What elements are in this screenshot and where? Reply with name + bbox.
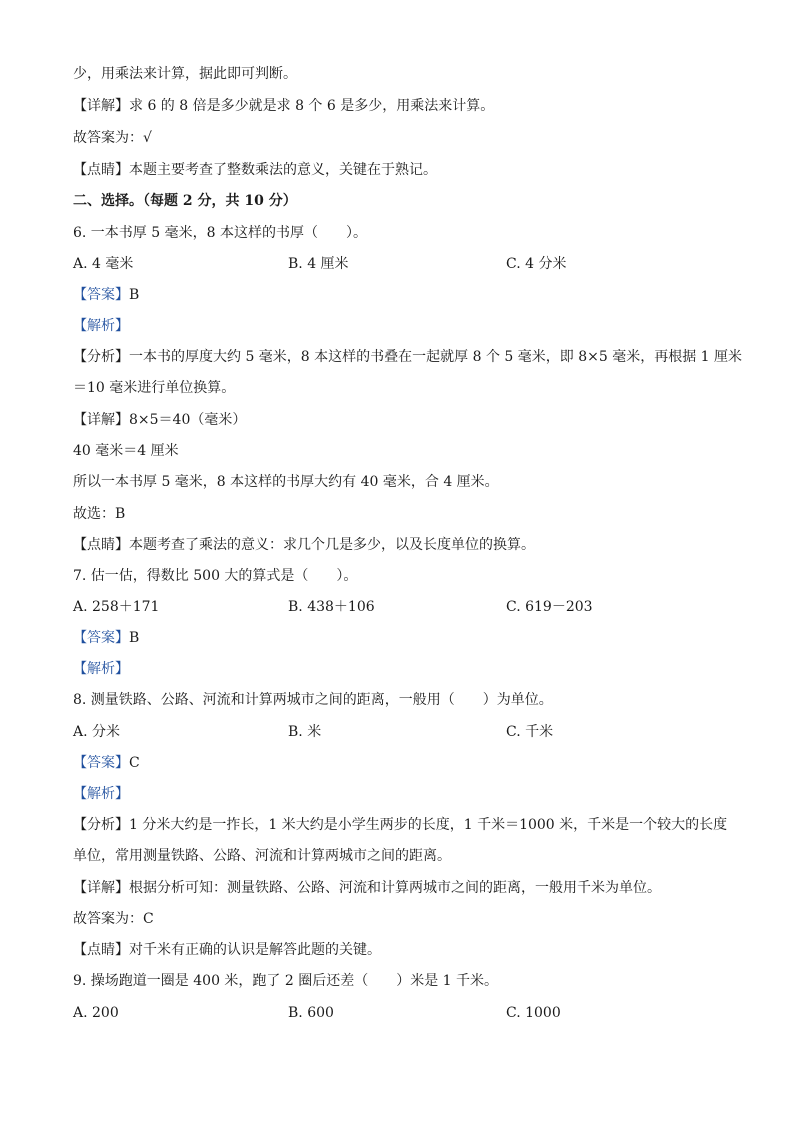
- q8-detail: 【详解】根据分析可知：测量铁路、公路、河流和计算两城市之间的距离，一般用千米为单位。: [73, 880, 661, 896]
- q6-comment: 【点睛】本题考查了乘法的意义：求几个几是多少，以及长度单位的换算。: [73, 537, 535, 553]
- q6-answer: 【答案】B: [73, 287, 140, 303]
- q8-analysis-line2: 单位，常用测量铁路、公路、河流和计算两城市之间的距离。: [73, 848, 451, 864]
- q6-option-b: B. 4 厘米: [288, 256, 349, 272]
- q8-option-b: B. 米: [288, 724, 322, 740]
- q9-option-a: A. 200: [73, 1005, 119, 1021]
- q7-option-b: B. 438＋106: [288, 599, 375, 615]
- q7-option-a: A. 258＋171: [73, 599, 160, 615]
- question-7: 7. 估一估，得数比 500 大的算式是（ ）。: [73, 568, 358, 584]
- q8-option-a: A. 分米: [73, 724, 121, 740]
- q6-detail: 【详解】8×5＝40（毫米）: [73, 412, 247, 428]
- detail-label: 【详解】: [73, 98, 129, 114]
- q6-detail-line3: 所以一本书厚 5 毫米，8 本这样的书厚大约有 40 毫米，合 4 厘米。: [73, 474, 499, 490]
- answer-line: 故答案为：√: [73, 130, 152, 146]
- q7-analysis-heading: 【解析】: [73, 661, 129, 677]
- question-9: 9. 操场跑道一圈是 400 米，跑了 2 圈后还差（ ）米是 1 千米。: [73, 973, 499, 989]
- q8-answer-text: 故答案为：C: [73, 911, 154, 927]
- q8-analysis-heading: 【解析】: [73, 786, 129, 802]
- q8-answer: 【答案】C: [73, 755, 140, 771]
- q6-analysis-line1: 【分析】一本书的厚度大约 5 毫米，8 本这样的书叠在一起就厚 8 个 5 毫米，即 8×5 毫米，再根据 1 厘米: [73, 349, 743, 365]
- q6-option-c: C. 4 分米: [506, 256, 567, 272]
- q8-analysis-line1: 【分析】1 分米大约是一拃长，1 米大约是小学生两步的长度，1 千米＝1000 米，千米是一个较大的长度: [73, 817, 728, 833]
- q8-option-c: C. 千米: [506, 724, 554, 740]
- q6-option-a: A. 4 毫米: [73, 256, 134, 272]
- q9-option-c: C. 1000: [506, 1005, 561, 1021]
- q6-choice: 故选：B: [73, 506, 126, 522]
- detail-line: 【详解】求 6 的 8 倍是多少就是求 8 个 6 是多少，用乘法来计算。: [73, 98, 495, 114]
- question-8: 8. 测量铁路、公路、河流和计算两城市之间的距离，一般用（ ）为单位。: [73, 692, 553, 708]
- q8-comment: 【点睛】对千米有正确的认识是解答此题的关键。: [73, 942, 381, 958]
- explanation-continuation: 少，用乘法来计算，据此即可判断。: [73, 66, 297, 82]
- q6-analysis-heading: 【解析】: [73, 318, 129, 334]
- q9-option-b: B. 600: [288, 1005, 334, 1021]
- q7-answer: 【答案】B: [73, 630, 140, 646]
- q7-option-c: C. 619－203: [506, 599, 593, 615]
- answer-label: 【答案】: [73, 287, 129, 303]
- comment-line: 【点睛】本题主要考查了整数乘法的意义，关键在于熟记。: [73, 162, 437, 178]
- section-heading: 二、选择。（每题 2 分，共 10 分）: [73, 193, 297, 209]
- comment-label: 【点睛】: [73, 162, 129, 178]
- q6-analysis-line2: ＝10 毫米进行单位换算。: [73, 380, 236, 396]
- q6-detail-line2: 40 毫米＝4 厘米: [73, 443, 179, 459]
- question-6: 6. 一本书厚 5 毫米，8 本这样的书厚（ ）。: [73, 225, 367, 241]
